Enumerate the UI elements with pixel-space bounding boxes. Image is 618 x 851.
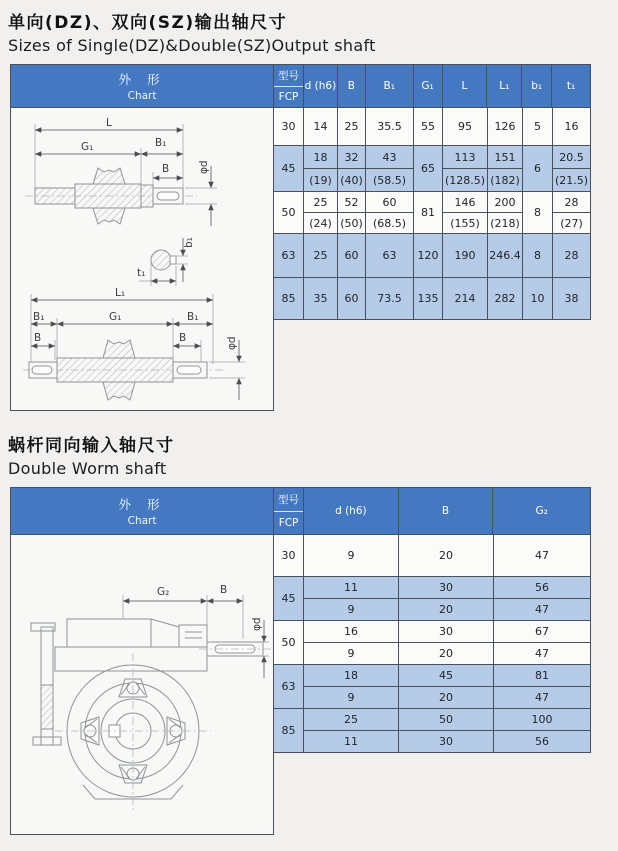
cell-value: 47 bbox=[535, 549, 549, 562]
model-cell bbox=[274, 234, 304, 277]
cell-value: (68.5) bbox=[366, 212, 413, 233]
cell-value: 16 bbox=[564, 120, 579, 133]
chart-header-en: Chart bbox=[127, 515, 157, 527]
model-cell bbox=[274, 146, 304, 191]
table-row-fcp-30 bbox=[274, 535, 591, 577]
cell-value: 16 bbox=[344, 625, 358, 638]
value-cell bbox=[399, 709, 494, 752]
cell-value: 81 bbox=[535, 669, 549, 682]
cell-value: 73.5 bbox=[377, 292, 402, 305]
cell-value: (27) bbox=[553, 212, 590, 233]
col-header-d: d (h6) bbox=[304, 488, 399, 534]
value-cell bbox=[443, 278, 488, 319]
value-cell bbox=[414, 234, 443, 277]
value-cell bbox=[414, 278, 443, 319]
cell-value: 65 bbox=[421, 162, 435, 175]
table-row-fcp-30 bbox=[274, 108, 591, 146]
table-row-fcp-45 bbox=[274, 146, 591, 192]
cell-value: 25 bbox=[313, 249, 328, 262]
table-row-fcp-85 bbox=[274, 709, 591, 753]
cell-value: 30 bbox=[439, 625, 453, 638]
value-cell bbox=[338, 278, 366, 319]
cell-value: 11 bbox=[304, 730, 398, 752]
value-cell bbox=[553, 278, 591, 319]
cell-value: (40) bbox=[338, 168, 365, 191]
cell-value: 9 bbox=[304, 598, 398, 620]
table1-chart-drawing-cell bbox=[10, 108, 274, 411]
value-cell bbox=[399, 621, 494, 664]
cell-value: 95 bbox=[458, 120, 472, 133]
value-cell bbox=[488, 146, 523, 191]
cell-value: 85 bbox=[281, 724, 296, 737]
cell-value: 20 bbox=[399, 598, 493, 620]
cell-value: 120 bbox=[417, 249, 439, 262]
cell-value: 60 bbox=[382, 195, 397, 209]
value-cell bbox=[553, 192, 591, 233]
value-cell bbox=[366, 108, 414, 145]
dim-label-phi-d-bottom: φd bbox=[226, 336, 238, 350]
cell-value: 214 bbox=[454, 292, 476, 305]
dim-label-phi-d: φd bbox=[251, 617, 263, 631]
cell-value: 190 bbox=[454, 249, 476, 262]
cell-value: (21.5) bbox=[553, 168, 590, 191]
cell-value: 20 bbox=[439, 549, 453, 562]
value-cell bbox=[523, 234, 553, 277]
value-cell bbox=[488, 108, 523, 145]
cell-value: 9 bbox=[304, 642, 398, 664]
model-cell bbox=[274, 192, 304, 233]
cell-value: 25 bbox=[313, 195, 328, 209]
cell-value: (155) bbox=[443, 212, 487, 233]
model-cell bbox=[274, 535, 304, 576]
value-cell bbox=[523, 278, 553, 319]
value-cell bbox=[304, 108, 338, 145]
value-cell bbox=[366, 234, 414, 277]
table1-data-rows bbox=[274, 108, 591, 320]
output-shaft-drawing bbox=[11, 108, 273, 409]
table2-model-header bbox=[274, 488, 304, 534]
cell-value: 30 bbox=[439, 581, 453, 594]
model-cell bbox=[274, 577, 304, 620]
dim-label-B1-left: B₁ bbox=[33, 311, 45, 323]
cell-value: 126 bbox=[494, 120, 516, 133]
value-cell bbox=[443, 234, 488, 277]
cell-value: 28 bbox=[564, 195, 579, 209]
cell-value: 30 bbox=[281, 120, 296, 133]
table1-model-header bbox=[274, 65, 304, 107]
value-cell bbox=[494, 577, 591, 620]
cell-value: 30 bbox=[399, 730, 493, 752]
cell-value: 63 bbox=[281, 249, 296, 262]
value-cell bbox=[338, 192, 366, 233]
dim-label-B: B bbox=[220, 584, 228, 596]
table2-header-row bbox=[10, 487, 591, 535]
cell-value: 135 bbox=[417, 292, 439, 305]
value-cell bbox=[494, 621, 591, 664]
chart-header-en: Chart bbox=[127, 90, 157, 102]
cell-value: 50 bbox=[281, 636, 296, 649]
value-cell bbox=[304, 621, 399, 664]
cell-value: 18 bbox=[313, 150, 328, 164]
cell-value: 8 bbox=[534, 249, 541, 262]
value-cell bbox=[399, 665, 494, 708]
cell-value: 81 bbox=[421, 206, 435, 219]
dim-label-L: L bbox=[106, 117, 112, 129]
cell-value: 38 bbox=[564, 292, 579, 305]
cell-value: 55 bbox=[421, 120, 435, 133]
cell-value: 52 bbox=[344, 195, 359, 209]
model-cell bbox=[274, 665, 304, 708]
cell-value: 9 bbox=[347, 549, 355, 562]
value-cell bbox=[523, 108, 553, 145]
cell-value: 43 bbox=[382, 150, 397, 164]
table-row-fcp-85 bbox=[274, 278, 591, 320]
cell-value: 50 bbox=[439, 713, 453, 726]
value-cell bbox=[414, 192, 443, 233]
cell-value: 45 bbox=[439, 669, 453, 682]
value-cell bbox=[304, 665, 399, 708]
value-cell bbox=[338, 146, 366, 191]
cell-value: 25 bbox=[344, 713, 358, 726]
value-cell bbox=[338, 108, 366, 145]
cell-value: 10 bbox=[530, 292, 545, 305]
value-cell bbox=[304, 535, 399, 576]
cell-value: 56 bbox=[494, 730, 590, 752]
value-cell bbox=[338, 234, 366, 277]
model-header-zh: 型号 bbox=[274, 488, 303, 512]
value-cell bbox=[494, 709, 591, 752]
cell-value: 45 bbox=[281, 592, 296, 605]
value-cell bbox=[399, 535, 494, 576]
value-cell bbox=[304, 278, 338, 319]
col-header-G2: G₂ bbox=[535, 505, 548, 517]
cell-value: 20 bbox=[399, 642, 493, 664]
section1-title-en: Sizes of Single(DZ)&Double(SZ)Output shaft bbox=[8, 36, 376, 55]
col-header-L1: L₁ bbox=[487, 65, 522, 107]
dim-label-t1: t₁ bbox=[137, 267, 146, 279]
col-header-L: L bbox=[443, 65, 488, 107]
value-cell bbox=[488, 234, 523, 277]
table2-chart-header bbox=[11, 488, 274, 534]
cell-value: 25 bbox=[344, 120, 359, 133]
value-cell bbox=[523, 192, 553, 233]
cell-value: 35.5 bbox=[377, 120, 402, 133]
col-header-t1: t₁ bbox=[566, 80, 576, 92]
section2-title-en: Double Worm shaft bbox=[8, 459, 167, 478]
value-cell bbox=[304, 577, 399, 620]
col-header-B1: B₁ bbox=[366, 65, 414, 107]
dim-label-B1: B₁ bbox=[155, 137, 167, 149]
value-cell bbox=[488, 278, 523, 319]
col-header-B: B bbox=[399, 488, 494, 534]
cell-value: 246.4 bbox=[489, 249, 521, 262]
dim-label-L1: L₁ bbox=[115, 287, 126, 299]
cell-value: 63 bbox=[281, 680, 296, 693]
value-cell bbox=[488, 192, 523, 233]
table2-data-rows bbox=[274, 535, 591, 753]
cell-value: 8 bbox=[534, 206, 541, 219]
table-row-fcp-45 bbox=[274, 577, 591, 621]
cell-value: 282 bbox=[494, 292, 516, 305]
model-cell bbox=[274, 278, 304, 319]
dim-label-B: B bbox=[162, 163, 170, 175]
cell-value: 20 bbox=[399, 686, 493, 708]
cell-value: 9 bbox=[304, 686, 398, 708]
value-cell bbox=[304, 709, 399, 752]
value-cell bbox=[523, 146, 553, 191]
cell-value: (19) bbox=[304, 168, 337, 191]
dim-label-G2: G₂ bbox=[157, 586, 170, 598]
value-cell bbox=[553, 146, 591, 191]
cell-value: 45 bbox=[281, 162, 296, 175]
cell-value: 11 bbox=[344, 581, 358, 594]
section2-title-zh: 蜗杆同向输入轴尺寸 bbox=[8, 436, 175, 456]
cell-value: 47 bbox=[494, 642, 590, 664]
model-cell bbox=[274, 709, 304, 752]
model-cell bbox=[274, 621, 304, 664]
cell-value: 113 bbox=[454, 150, 476, 164]
value-cell bbox=[494, 665, 591, 708]
value-cell bbox=[304, 192, 338, 233]
cell-value: 6 bbox=[534, 162, 541, 175]
value-cell bbox=[414, 108, 443, 145]
cell-value: 14 bbox=[313, 120, 328, 133]
table-row-fcp-50 bbox=[274, 621, 591, 665]
dim-label-B1-right: B₁ bbox=[187, 311, 199, 323]
table2-chart-drawing-cell bbox=[10, 535, 274, 835]
cell-value: (24) bbox=[304, 212, 337, 233]
value-cell bbox=[443, 192, 488, 233]
value-cell bbox=[304, 234, 338, 277]
cell-value: 32 bbox=[344, 150, 359, 164]
cell-value: 100 bbox=[531, 713, 553, 726]
cell-value: 63 bbox=[382, 249, 397, 262]
col-header-d: d (h6) bbox=[304, 65, 338, 107]
value-cell bbox=[553, 234, 591, 277]
col-header-B: B bbox=[338, 65, 366, 107]
cell-value: 67 bbox=[535, 625, 549, 638]
table-row-fcp-50 bbox=[274, 192, 591, 234]
cell-value: 200 bbox=[494, 195, 516, 209]
value-cell bbox=[366, 146, 414, 191]
cell-value: (58.5) bbox=[366, 168, 413, 191]
table1-chart-header bbox=[11, 65, 274, 107]
cell-value: (218) bbox=[488, 212, 522, 233]
cell-value: 28 bbox=[564, 249, 579, 262]
col-header-G1: G₁ bbox=[414, 65, 443, 107]
table-row-fcp-63 bbox=[274, 665, 591, 709]
dim-label-G1-bottom: G₁ bbox=[109, 311, 122, 323]
cell-value: 85 bbox=[281, 292, 296, 305]
model-cell bbox=[274, 108, 304, 145]
chart-header-zh: 外 形 bbox=[118, 497, 166, 512]
cell-value: (182) bbox=[488, 168, 522, 191]
catalog-page bbox=[0, 8, 618, 851]
cell-value: 60 bbox=[344, 249, 359, 262]
cell-value: 47 bbox=[494, 686, 590, 708]
cell-value: 20.5 bbox=[559, 150, 584, 164]
output-shaft-table bbox=[10, 64, 591, 411]
cell-value: 30 bbox=[281, 549, 296, 562]
dim-label-G1: G₁ bbox=[81, 141, 94, 153]
value-cell bbox=[553, 108, 591, 145]
cell-value: 146 bbox=[454, 195, 476, 209]
value-cell bbox=[414, 146, 443, 191]
cell-value: 56 bbox=[535, 581, 549, 594]
table-row-fcp-63 bbox=[274, 234, 591, 278]
model-header-zh: 型号 bbox=[274, 65, 303, 87]
value-cell bbox=[399, 577, 494, 620]
dim-label-B-right: B bbox=[179, 332, 187, 344]
col-header-b1: b₁ bbox=[522, 65, 552, 107]
cell-value: 5 bbox=[534, 120, 541, 133]
dim-label-phi-d: φd bbox=[198, 160, 210, 174]
value-cell bbox=[443, 146, 488, 191]
cell-value: (50) bbox=[338, 212, 365, 233]
cell-value: (128.5) bbox=[443, 168, 487, 191]
cell-value: 35 bbox=[313, 292, 328, 305]
section1-title-zh: 单向(DZ)、双向(SZ)输出轴尺寸 bbox=[8, 13, 288, 33]
value-cell bbox=[494, 535, 591, 576]
value-cell bbox=[304, 146, 338, 191]
cell-value: 18 bbox=[344, 669, 358, 682]
cell-value: 60 bbox=[344, 292, 359, 305]
table1-header-row bbox=[10, 64, 591, 108]
worm-gearbox-drawing bbox=[11, 535, 273, 833]
model-header-en: FCP bbox=[278, 90, 299, 103]
value-cell bbox=[366, 278, 414, 319]
dim-label-b1: b₁ bbox=[183, 237, 195, 248]
value-cell bbox=[443, 108, 488, 145]
worm-shaft-table bbox=[10, 487, 591, 835]
value-cell bbox=[366, 192, 414, 233]
chart-header-zh: 外 形 bbox=[118, 72, 166, 87]
dim-label-B-left: B bbox=[34, 332, 42, 344]
model-header-en: FCP bbox=[278, 516, 299, 529]
cell-value: 50 bbox=[281, 206, 296, 219]
cell-value: 151 bbox=[494, 150, 516, 164]
cell-value: 47 bbox=[494, 598, 590, 620]
